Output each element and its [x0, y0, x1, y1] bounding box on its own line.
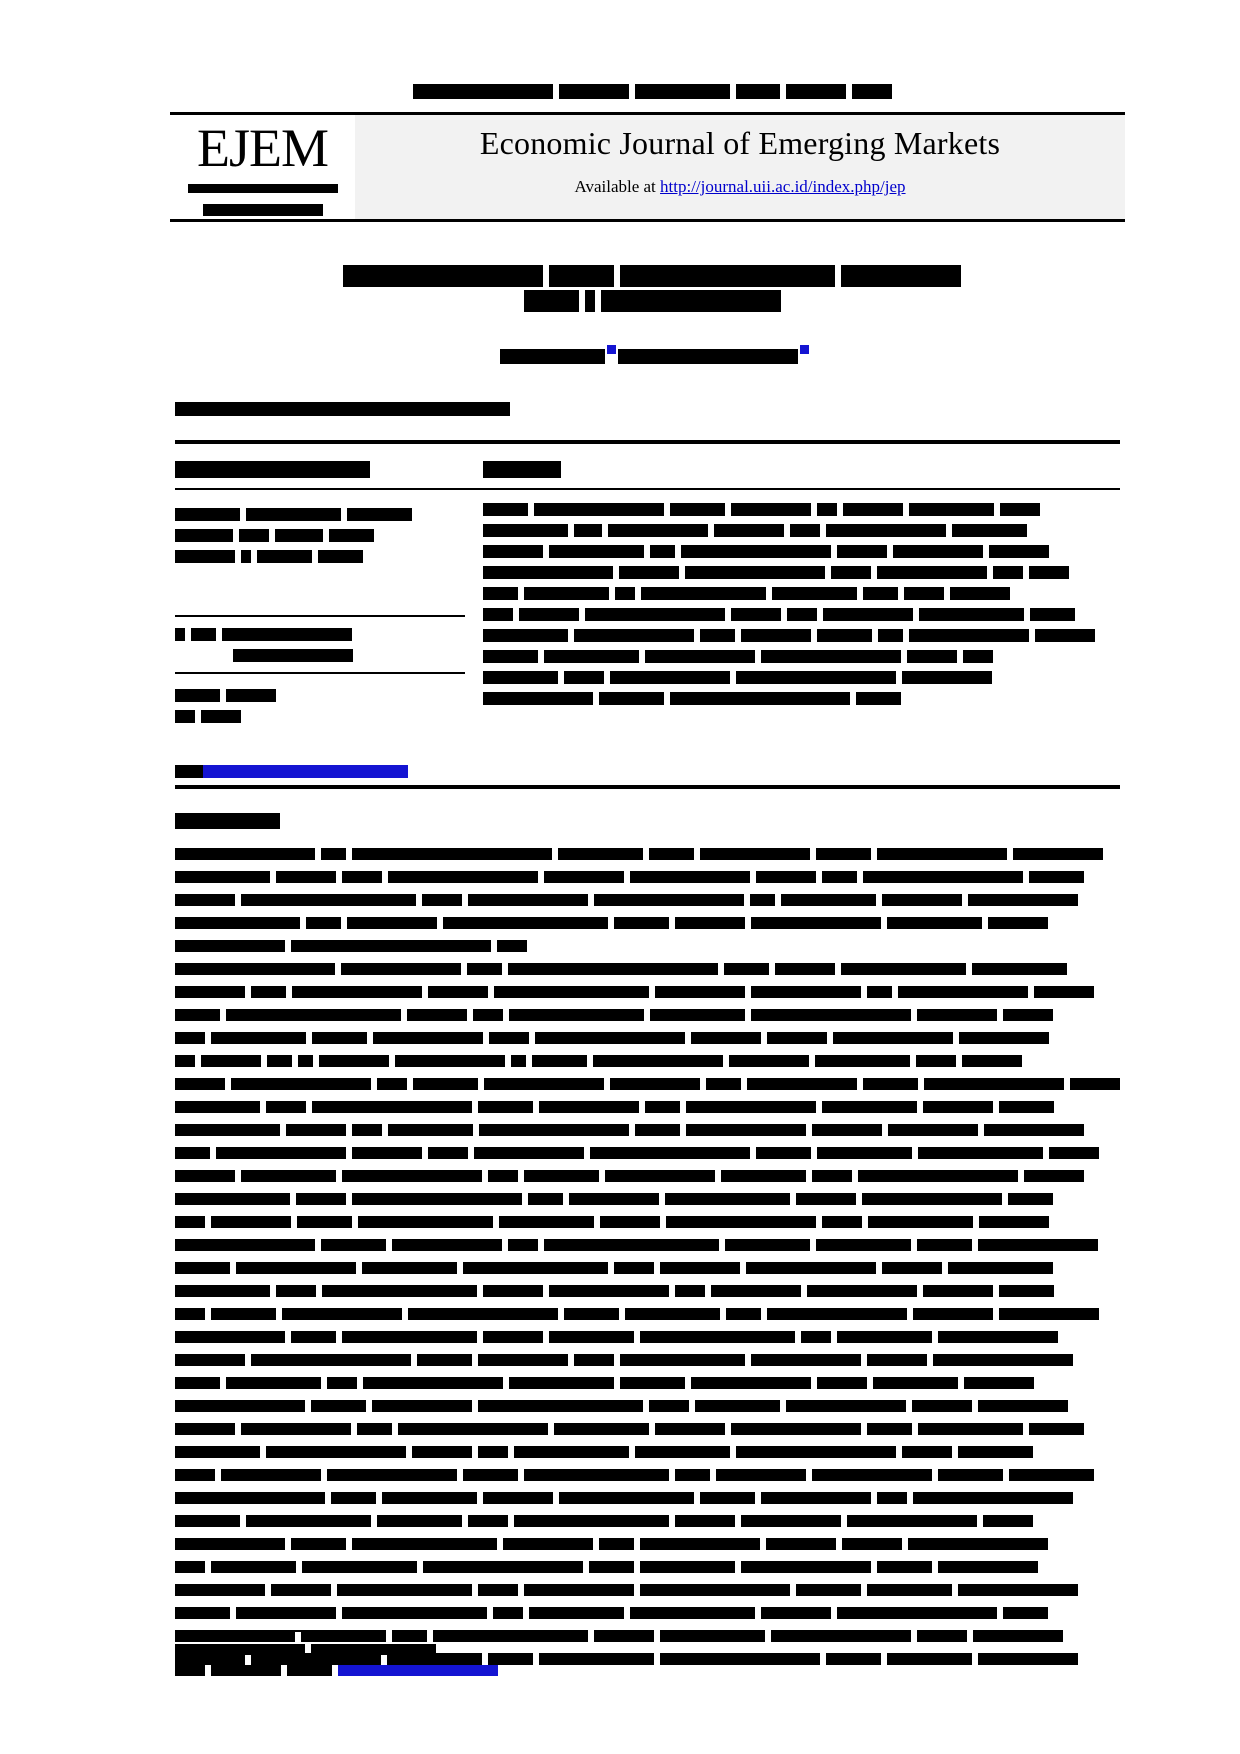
abstract-left-header-redacted — [175, 460, 370, 478]
body-text-redacted — [175, 845, 1120, 1673]
journal-masthead — [170, 112, 1125, 222]
footnote-correspondence-redacted — [175, 1640, 875, 1682]
left-col-separator-2 — [175, 672, 465, 674]
abstract-text-redacted — [483, 500, 1120, 710]
journal-availability — [355, 177, 1125, 197]
abstract-right-header-redacted — [483, 460, 561, 478]
running-head — [413, 82, 893, 99]
journal-title: Economic Journal of Emerging Markets — [479, 125, 1001, 161]
article-history-redacted — [175, 505, 465, 568]
author-affiliation-marker — [607, 345, 616, 354]
journal-logo-text: EJEM — [197, 118, 328, 178]
abstract-bottom-rule — [175, 785, 1120, 789]
journal-logo — [170, 115, 355, 219]
footnote-rule — [175, 1630, 305, 1632]
journal-logo-issn-redacted — [170, 201, 355, 219]
journal-logo-subtext-redacted — [170, 179, 355, 197]
keywords-header-redacted — [175, 686, 465, 728]
abstract-header-rule — [175, 488, 1120, 490]
section-heading-introduction-redacted — [175, 812, 280, 830]
left-col-separator-1 — [175, 615, 465, 617]
keywords-doi-link-redacted[interactable] — [175, 762, 408, 780]
article-title-redacted — [255, 265, 1055, 315]
article-authors-redacted — [255, 345, 1055, 365]
journal-url-link[interactable]: http://journal.uii.ac.id/index.php/jep — [660, 177, 906, 196]
author-affiliation-marker-2 — [800, 345, 809, 354]
abstract-top-rule — [175, 440, 1120, 444]
jel-classification-redacted — [175, 625, 465, 667]
article-affiliation-redacted — [175, 400, 675, 418]
availability-label: Available at — [574, 177, 656, 196]
